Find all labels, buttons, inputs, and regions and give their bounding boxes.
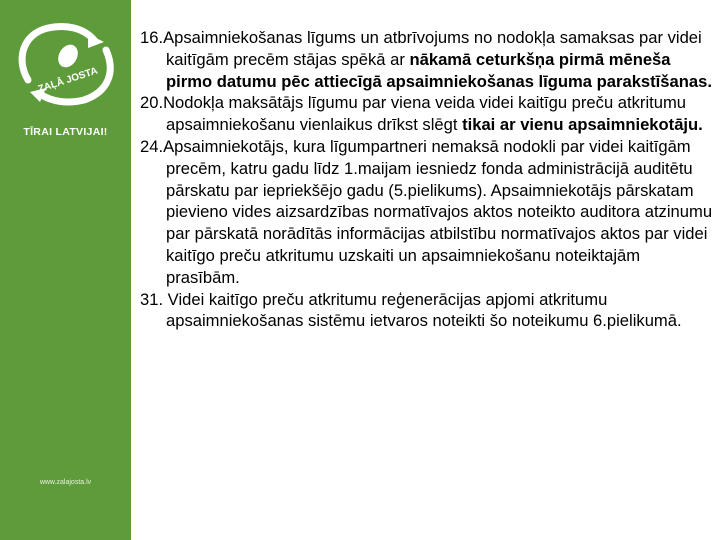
paragraph-31: 31. Videi kaitīgo preču atkritumu reģenerācijas apjomi atkritumu apsaimniekošanas sistēmu ietvaros noteikti šo noteikumu 6.pielikumā. [140, 289, 682, 331]
paragraph-16: 16.Apsaimniekošanas līgums un atbrīvojums no nodokļa samaksas par videi kaitīgām precēm stājas spēkā ar nākamā ceturkšņa pirmā mēneša pirmo datumu pēc attiecīgā apsaimniekošanas līguma parakstīšanas. [140, 28, 712, 91]
document-body [140, 27, 714, 332]
brand-sidebar [0, 0, 131, 540]
zala-josta-logo [14, 20, 118, 106]
tagline: TĪRAI LATVIJAI! [23, 126, 108, 138]
paragraph-20: 20.Nodokļa maksātājs līgumu par viena veida videi kaitīgu preču atkritumu apsaimniekošanu vienlaikus drīkst slēgt tikai ar vienu apsaimniekotāju. [140, 93, 703, 135]
website-url[interactable]: www.zalajosta.lv [39, 479, 92, 486]
paragraph-24: 24.Apsaimniekotājs, kura līgumpartneri nemaksā nodokli par videi kaitīgām precēm, katru gadu līdz 1.maijam iesniedz fonda administrācijā auditētu pārskatu par iepriekšējo gadu (5.pielikums). Apsaimniekotājs pārskatam pievieno vides aizsardzības normatīvajos aktos noteikto auditora atzinumu par pārskatā norādītās informācijas atbilstību normatīvajos aktos par videi kaitīgo preču atkritumu uzskaiti un apsaimniekošanu noteiktajām prasībām. [140, 136, 713, 287]
svg-text:ZAĻĀ JOSTA: ZAĻĀ JOSTA [36, 65, 100, 96]
